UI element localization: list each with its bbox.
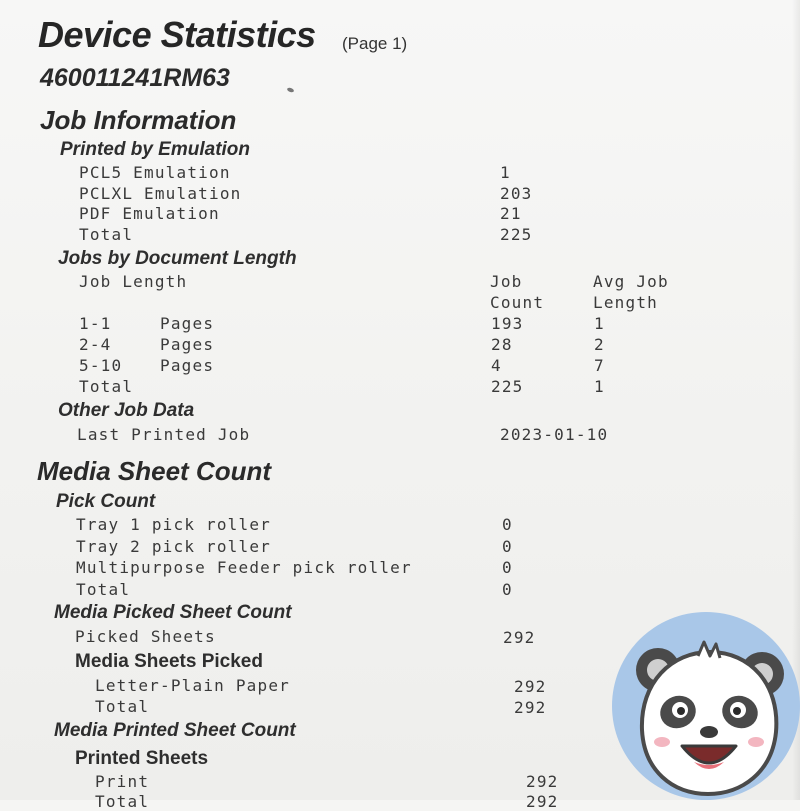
job-count: 225 bbox=[491, 377, 524, 396]
column-header-job-length: Job Length bbox=[79, 272, 188, 291]
printed-sheets-heading: Printed Sheets bbox=[75, 748, 209, 769]
avg-job-length: 2 bbox=[594, 335, 605, 354]
paper-type-label: Letter-Plain Paper bbox=[95, 676, 290, 695]
pick-roller-value: 0 bbox=[502, 537, 513, 556]
emulation-label: PCL5 Emulation bbox=[79, 163, 231, 182]
printed-by-emulation-heading: Printed by Emulation bbox=[60, 139, 251, 160]
jobs-by-document-length-heading: Jobs by Document Length bbox=[58, 248, 297, 269]
pick-roller-label: Total bbox=[76, 580, 131, 599]
length-range: Total bbox=[79, 377, 134, 396]
media-sheet-count-heading: Media Sheet Count bbox=[37, 456, 272, 486]
emulation-label: PDF Emulation bbox=[79, 204, 220, 223]
paper-total-label: Total bbox=[95, 697, 150, 716]
media-picked-sheet-count-heading: Media Picked Sheet Count bbox=[54, 602, 292, 623]
print-label: Print bbox=[95, 772, 150, 791]
device-serial-number: 460011241RM63 bbox=[40, 64, 230, 92]
picked-sheets-value: 292 bbox=[503, 628, 536, 647]
emulation-value: 21 bbox=[500, 204, 522, 223]
avg-job-length: 7 bbox=[594, 356, 605, 375]
media-sheets-picked-heading: Media Sheets Picked bbox=[75, 651, 263, 672]
print-value: 292 bbox=[526, 772, 559, 791]
pick-roller-label: Tray 2 pick roller bbox=[76, 537, 271, 556]
last-printed-job-label: Last Printed Job bbox=[77, 425, 251, 444]
page-indicator: (Page 1) bbox=[342, 34, 408, 53]
column-header-job-count-line2: Count bbox=[490, 293, 545, 312]
emulation-value: 225 bbox=[500, 225, 533, 244]
column-header-avg-length-line1: Avg Job bbox=[593, 272, 669, 291]
emulation-value: 1 bbox=[500, 163, 511, 182]
length-unit: Pages bbox=[160, 335, 215, 354]
length-range: 1-1 bbox=[79, 314, 112, 333]
job-count: 28 bbox=[491, 335, 513, 354]
emulation-label: PCLXL Emulation bbox=[79, 184, 242, 203]
other-job-data-heading: Other Job Data bbox=[58, 400, 195, 421]
pick-roller-value: 0 bbox=[502, 515, 513, 534]
emulation-label: Total bbox=[79, 225, 134, 244]
paper-type-value: 292 bbox=[514, 677, 547, 696]
pick-roller-label: Tray 1 pick roller bbox=[76, 515, 271, 534]
printed-total-label: Total bbox=[95, 792, 150, 811]
paper-speck bbox=[287, 87, 295, 93]
paper-total-value: 292 bbox=[514, 698, 547, 717]
picked-sheets-label: Picked Sheets bbox=[75, 627, 216, 646]
job-count: 193 bbox=[491, 314, 524, 333]
pick-roller-label: Multipurpose Feeder pick roller bbox=[76, 558, 412, 577]
pick-count-heading: Pick Count bbox=[56, 491, 156, 512]
pick-roller-value: 0 bbox=[502, 580, 513, 599]
last-printed-job-date: 2023-01-10 bbox=[500, 425, 609, 444]
pick-roller-value: 0 bbox=[502, 558, 513, 577]
length-range: 5-10 bbox=[79, 356, 123, 375]
media-printed-sheet-count-heading: Media Printed Sheet Count bbox=[54, 720, 296, 741]
column-header-job-count-line1: Job bbox=[490, 272, 523, 291]
job-information-heading: Job Information bbox=[40, 105, 237, 135]
report-title: Device Statistics bbox=[38, 14, 316, 55]
avg-job-length: 1 bbox=[594, 377, 605, 396]
length-unit: Pages bbox=[160, 356, 215, 375]
emulation-value: 203 bbox=[500, 184, 533, 203]
panda-mascot-icon bbox=[612, 612, 800, 800]
printed-total-value: 292 bbox=[526, 792, 559, 811]
length-range: 2-4 bbox=[79, 335, 112, 354]
avg-job-length: 1 bbox=[594, 314, 605, 333]
job-count: 4 bbox=[491, 356, 502, 375]
column-header-avg-length-line2: Length bbox=[593, 293, 658, 312]
length-unit: Pages bbox=[160, 314, 215, 333]
